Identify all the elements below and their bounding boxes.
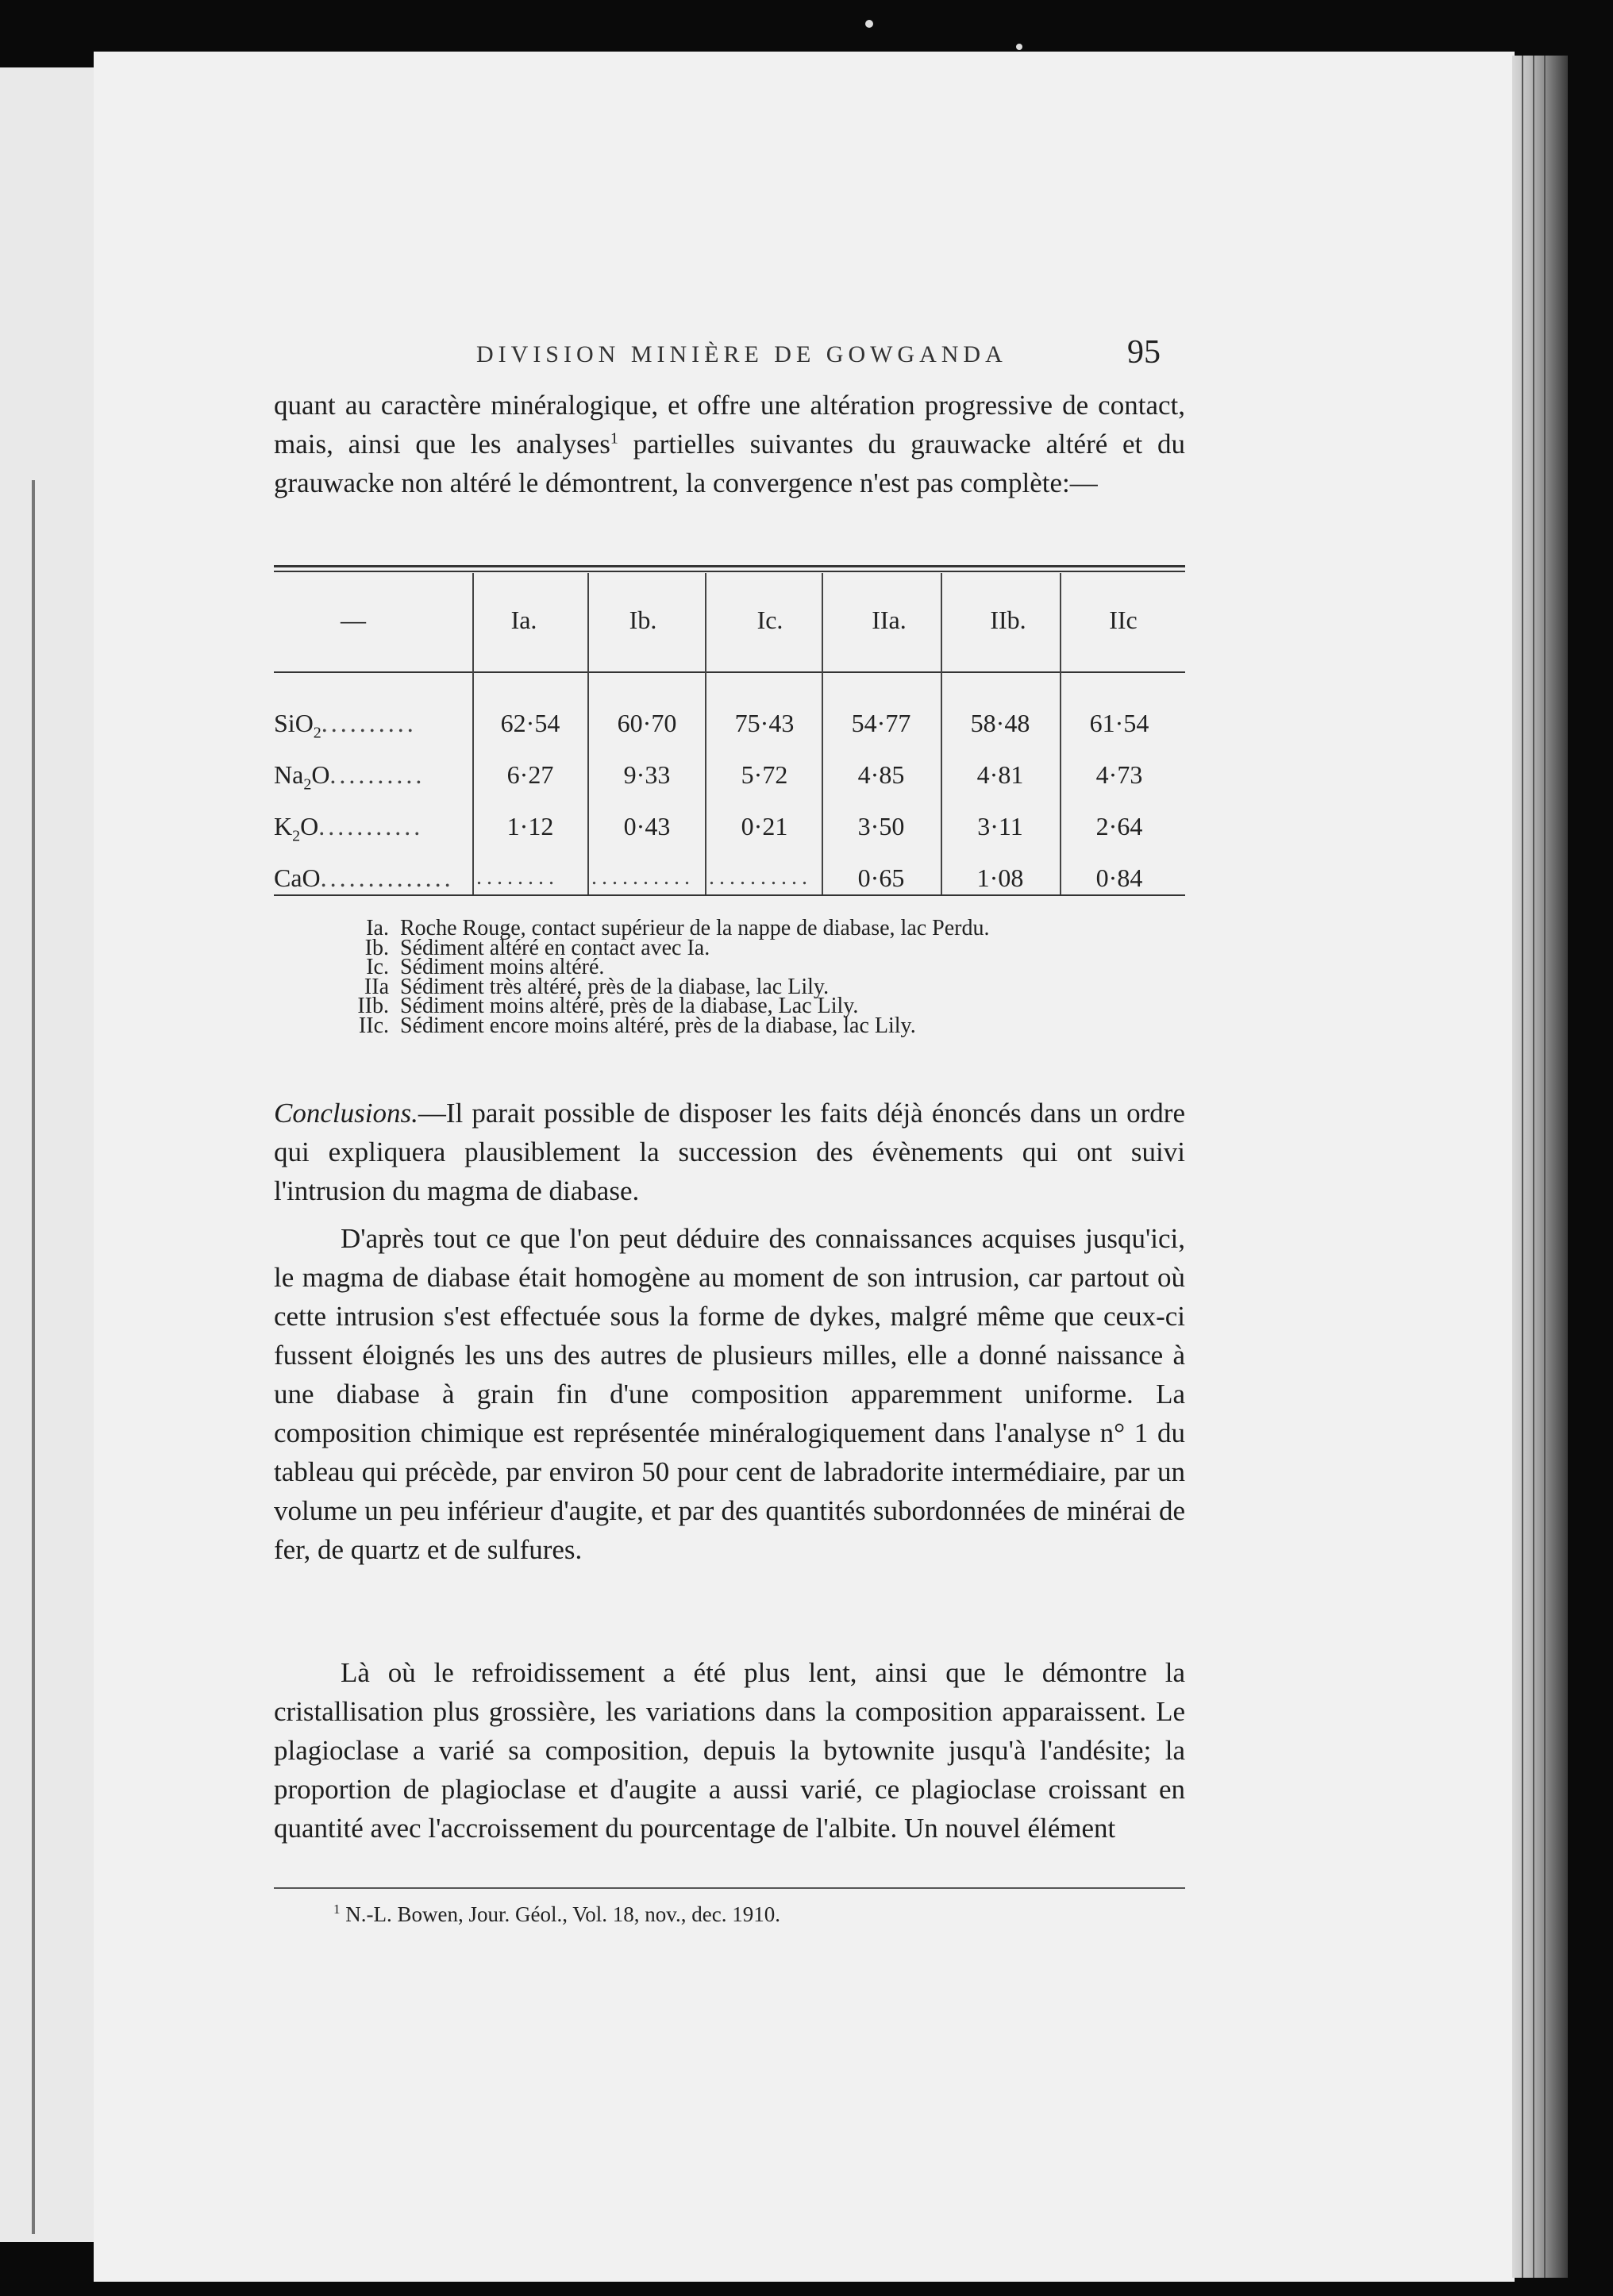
page-edge-line: [1533, 56, 1534, 2278]
table-cell: 5·72: [741, 760, 788, 789]
table-cell: 4·85: [857, 760, 905, 789]
page-edge-line: [1522, 56, 1523, 2278]
speck: [865, 20, 873, 28]
legend-item: IIb. Sédiment moins altéré, près de la diabase, Lac Lily.: [357, 994, 859, 1019]
table-cell: 2·64: [1095, 812, 1143, 840]
table-cell: 0·43: [623, 812, 671, 840]
column-header: IIc: [1109, 606, 1138, 634]
table-corner: —: [341, 606, 366, 634]
column-divider: [822, 573, 823, 894]
sample-legend: [333, 916, 990, 1038]
column-divider: [1060, 573, 1061, 894]
table-cell: 6·27: [506, 760, 554, 789]
page-edge-line: [1544, 56, 1546, 2278]
conclusions-paragraph: [274, 1094, 1185, 1210]
legend-item: Ib. Sédiment altéré en contact avec Ia.: [364, 935, 710, 960]
table-bottom-rule: [274, 894, 1185, 896]
legend-item: Ic. Sédiment moins altéré.: [366, 955, 605, 980]
oxide-label: $K_2O$...........: [274, 812, 424, 845]
footnote-reference: 1: [610, 429, 618, 448]
intro-text: quant au caractère minéralogique, et offre une altération progressive de contact, mais, ainsi que les analyses: [274, 390, 1185, 460]
column-header: Ic.: [756, 606, 783, 634]
column-divider: [587, 573, 589, 894]
table-top-rule-inner: [274, 571, 1185, 572]
column-divider: [472, 573, 474, 894]
oxide-label: CaO..............: [274, 863, 454, 892]
page-stack-edge: [1512, 56, 1568, 2278]
column-header: Ib.: [629, 606, 657, 634]
legend-item: Ia. Roche Rouge, contact supérieur de la nappe de diabase, lac Perdu.: [366, 916, 990, 940]
footnote-rule: [274, 1887, 1185, 1889]
oxide-label: $Na_2O$..........: [274, 760, 425, 794]
footnote: [333, 1902, 780, 1927]
column-header: Ia.: [510, 606, 537, 634]
table-header-rule: [274, 671, 1185, 673]
empty-cell-leader: ..........: [709, 865, 812, 890]
table-cell: 4·81: [976, 760, 1024, 789]
table-cell: 1·08: [976, 863, 1024, 892]
page-number: 95: [1127, 334, 1161, 371]
speck: [1016, 44, 1022, 50]
table-cell: 0·65: [857, 863, 905, 892]
intro-paragraph: [274, 386, 1185, 502]
running-header: DIVISION MINIÈRE DE GOWGANDA: [476, 341, 1007, 367]
table-cell: 4·73: [1095, 760, 1143, 789]
conclusions-text: —Il parait possible de disposer les faits déjà énoncés dans un ordre qui expliquera plausiblement la succession des évènements qui ont suivi l'intrusion du magma de diabase.: [274, 1098, 1185, 1206]
intro-text-continued: partielles suivantes du grauwacke altéré et du grauwacke non altéré le démontrent, la convergence n'est pas complète:—: [274, 429, 1185, 498]
column-header: IIa.: [872, 606, 907, 634]
conclusions-heading: Conclusions.: [274, 1098, 418, 1129]
facing-page-edge: [0, 67, 102, 2242]
table-cell: 54·77: [851, 709, 911, 737]
column-divider: [705, 573, 706, 894]
empty-cell-leader: ..........: [591, 865, 695, 890]
empty-cell-leader: ........: [476, 865, 559, 890]
oxide-label: SiO$_2$..........: [274, 709, 417, 742]
body-paragraph: Là où le refroidissement a été plus lent, ainsi que le démontre la cristallisation plus grossière, les variations dans la composition apparaissent. Le plagioclase a varié sa composition, depuis la bytownite jusqu'à l'andésite; la proportion de plagioclase et d'augite a aussi varié, ce plagioclase croissant en quantité avec l'accroissement du pourcentage de l'albite. Un nouvel élément: [274, 1657, 1185, 1844]
table-cell: 0·84: [1095, 863, 1143, 892]
table-cell: 60·70: [617, 709, 677, 737]
table-cell: 58·48: [970, 709, 1030, 737]
table-cell: 0·21: [741, 812, 788, 840]
table-cell: 1·12: [506, 812, 554, 840]
body-paragraph: D'après tout ce que l'on peut déduire des connaissances acquises jusqu'ici, le magma de diabase était homogène au moment de son intrusion, car partout où cette intrusion s'est effectuée sous la forme de dykes, malgré même que ceux-ci fussent éloignés les uns des autres de plusieurs milles, elle a donné naissance à une diabase à grain fin d'une composition apparemment uniforme. La composition chimique est représentée minéralogiquement dans l'analyse n° 1 du tableau qui précède, par environ 50 pour cent de labradorite intermédiaire, par un volume un peu inférieur d'augite, et par des quantités subordonnées de minérai de fer, de quartz et de sulfures.: [274, 1223, 1185, 1565]
table-cell: 9·33: [623, 760, 671, 789]
column-header: IIb.: [990, 606, 1026, 634]
table-cell: 62·54: [500, 709, 560, 737]
column-divider: [941, 573, 942, 894]
table-cell: 3·11: [977, 812, 1023, 840]
facing-page-fold: [32, 480, 35, 2234]
table-cell: 61·54: [1089, 709, 1149, 737]
table-top-rule: [274, 565, 1185, 567]
table-cell: 75·43: [734, 709, 795, 737]
footnote-text: N.-L. Bowen, Jour. Géol., Vol. 18, nov., dec. 1910.: [345, 1902, 780, 1926]
legend-item: IIa Sédiment très altéré, près de la diabase, lac Lily.: [364, 974, 830, 999]
footnote-mark: 1: [333, 1902, 341, 1917]
table-cell: 3·50: [857, 812, 905, 840]
legend-item: IIc. Sédiment encore moins altéré, près de la diabase, lac Lily.: [358, 1013, 916, 1038]
